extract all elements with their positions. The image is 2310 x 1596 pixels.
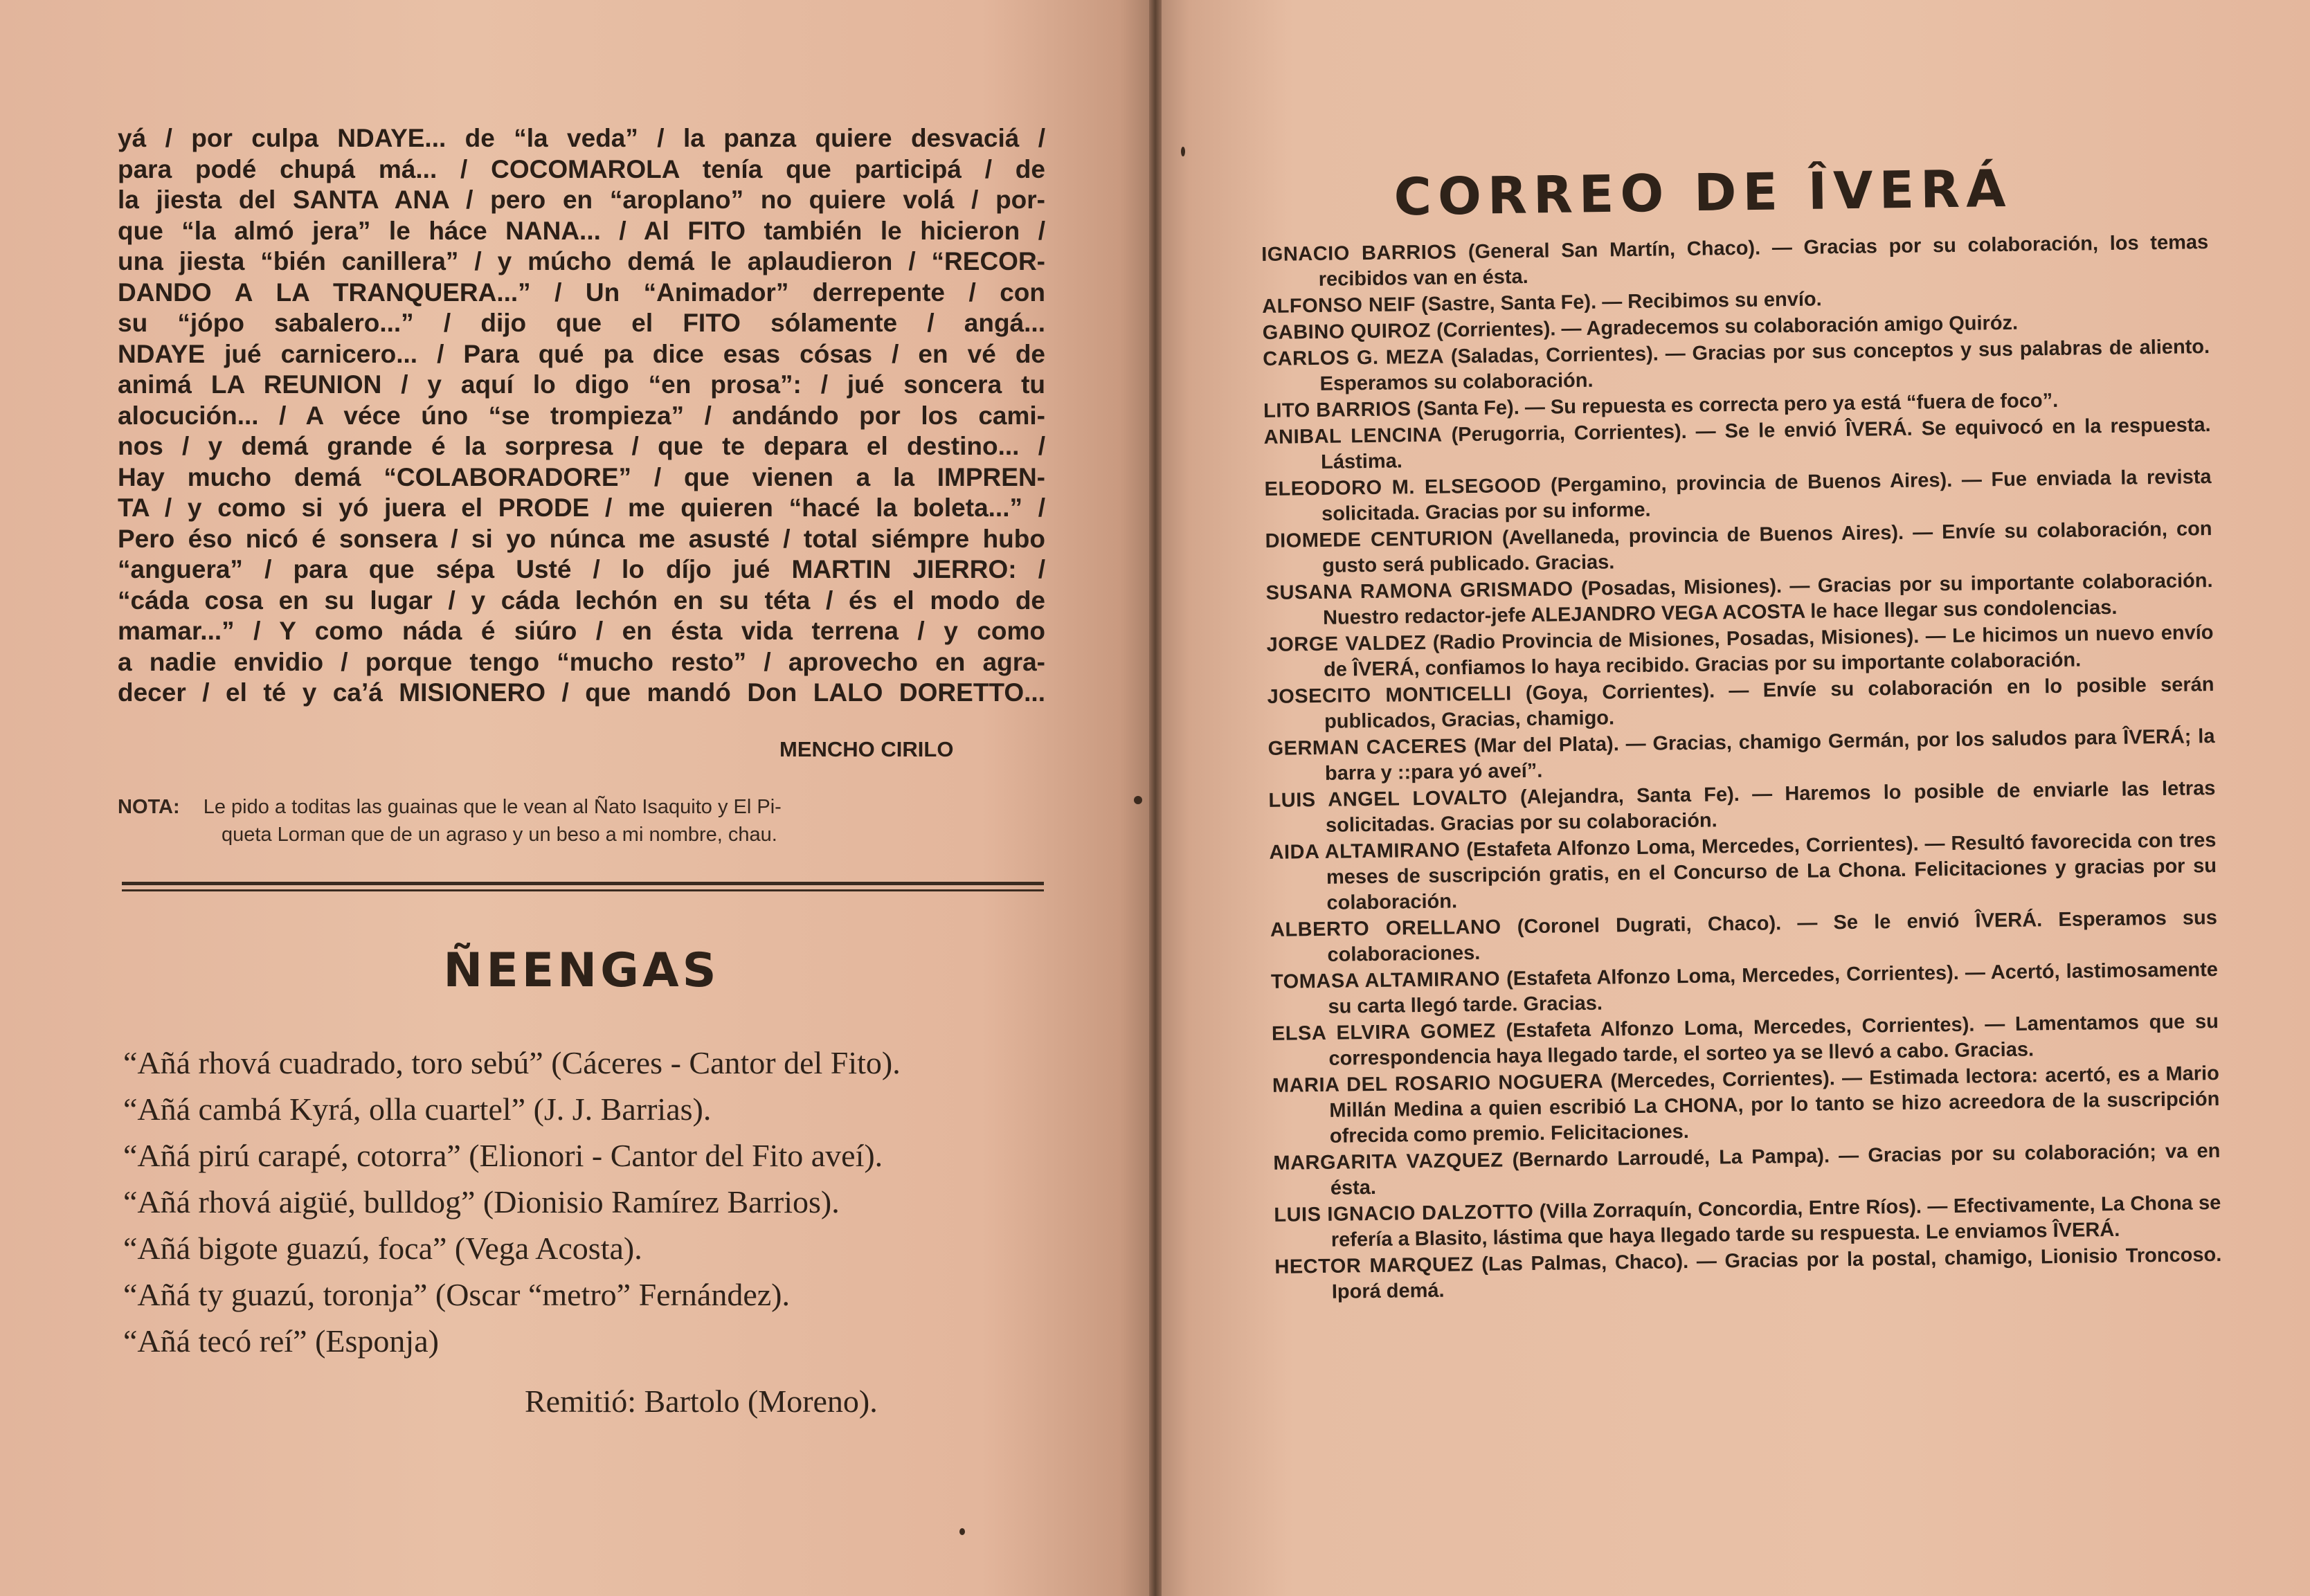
- correo-entry-name: CARLOS G. MEZA: [1263, 345, 1445, 370]
- poem-line: decer / el té y ca’á MISIONERO / que mandó Don LALO DORETTO...: [118, 678, 1045, 707]
- correo-entry-text: (Estafeta Alfonzo Loma, Mercedes, Corrientes). — Resultó favorecida con tres meses de suscripción gratis, en el Concurso de La Chona. Felicitaciones y gracias por su colaboración.: [1326, 829, 2217, 914]
- correo-entry-text: (Mercedes, Corrientes). — Estimada lectora: acertó, es a Mario Millán Medina a quien escribió La CHONA, por lo tanto se hizo acreedora de la suscripción ofrecida como premio. Felicitaciones.: [1329, 1062, 2220, 1148]
- correo-entry-name: JORGE VALDEZ: [1266, 631, 1427, 656]
- correo-entry-text: (General San Martín, Chaco). — Gracias por su colaboración, los temas recibidos van en ésta.: [1318, 231, 2209, 291]
- nota-label: NOTA:: [118, 796, 180, 818]
- correo-entry-text: (Alejandra, Santa Fe). — Haremos lo posible de enviarle las letras solicitadas. Gracias por su colaboración.: [1325, 777, 2216, 837]
- correo-entry-name: LUIS ANGEL LOVALTO: [1268, 786, 1508, 812]
- neengas-item: “Añá cambá Kyrá, olla cuartel” (J. J. Barrias).: [123, 1091, 712, 1127]
- poem-line: alocución... / A véce úno “se trompieza” / andándo por los cami-: [118, 401, 1045, 430]
- correo-entry-text: (Mar del Plata). — Gracias, chamigo Germán, por los saludos para ÎVERÁ; la barra y ::para yó aveí”.: [1324, 725, 2215, 785]
- correo-entry-text: (Perugorria, Corrientes). — Se le envió ÎVERÁ. Se equivocó en la respuesta. Lástima.: [1320, 414, 2211, 473]
- correo-entry: [1269, 828, 2217, 917]
- correo-entry-text: (Bernardo Larroudé, La Pampa). — Gracias por su colaboración; va en ésta.: [1330, 1139, 2221, 1199]
- poem-line: que “la almó jera” le háce NANA... / Al FITO también le hicieron /: [118, 216, 1045, 245]
- poem-line: “anguera” / para que sépa Usté / lo díjo jué MARTIN JIERRO: /: [118, 555, 1045, 583]
- correo-entry-text: (Corrientes). — Agradecemos su colaboración amigo Quiróz.: [1430, 311, 2019, 342]
- poem-line: DANDO A LA TRANQUERA...” / Un “Animador” derrepente / con: [118, 278, 1045, 307]
- poem-line: mamar...” / Y como náda é siúro / en ésta vida terrena / y como: [118, 617, 1045, 645]
- neengas-title: ÑEENGAS: [443, 943, 720, 998]
- correo-entry-name: MARGARITA VAZQUEZ: [1273, 1149, 1504, 1175]
- correo-entry-text: (Coronel Dugrati, Chaco). — Se le envió ÎVERÁ. Esperamos sus colaboraciones.: [1327, 907, 2218, 966]
- poem-line: TA / y como si yó juera el PRODE / me quieren “hacé la boleta...” /: [118, 493, 1045, 522]
- poem-line: para podé chupá má... / COCOMAROLA tenía que participá / de: [118, 154, 1045, 183]
- correo-entry-text: (Estafeta Alfonzo Loma, Mercedes, Corrientes). — Lamentamos que su correspondencia haya llegado tarde, el sorteo ya se llevó a cabo. Gracias.: [1328, 1010, 2219, 1070]
- nota-block: [118, 793, 1045, 849]
- correo-entry-text: (Sastre, Santa Fe). — Recibimos su envío.: [1415, 288, 1822, 316]
- correo-entry-name: GABINO QUIROZ: [1262, 319, 1432, 344]
- correo-entry-text: (Radio Provincia de Misiones, Posadas, Misiones). — Le hicimos un nuevo envío de ÎVERÁ, confiamos lo haya recibido. Gracias por su importante colaboración.: [1323, 622, 2214, 681]
- neengas-item: “Añá ty guazú, toronja” (Oscar “metro” Fernández).: [123, 1277, 790, 1312]
- poem-line: Pero éso nicó é sonsera / si yo núnca me asusté / total siémpre hubo: [118, 524, 1045, 553]
- correo-entry-name: JOSECITO MONTICELLI: [1267, 682, 1512, 708]
- poem-line: una jiesta “bién canillera” / y múcho demá le aplaudieron / “RECOR-: [118, 247, 1045, 275]
- neengas-item: “Añá pirú carapé, cotorra” (Elionori - Cantor del Fito aveí).: [123, 1138, 883, 1173]
- correo-entry-name: LITO BARRIOS: [1263, 398, 1411, 422]
- correo-entry-name: ANIBAL LENCINA: [1263, 424, 1443, 448]
- correo-entry-text: (Goya, Corrientes). — Envíe su colaboración en lo posible serán publicados, Gracias, chamigo.: [1324, 673, 2214, 733]
- correo-entry: [1272, 1061, 2220, 1150]
- correo-entry-text: (Pergamino, provincia de Buenos Aires). — Fue enviada la revista solicitada. Gracias por su informe.: [1321, 466, 2212, 525]
- correo-entry-name: SUSANA RAMONA GRISMADO: [1265, 578, 1573, 604]
- correo-entry-text: (Avellaneda, provincia de Buenos Aires). — Envíe su colaboración, con gusto será publicado. Gracias.: [1321, 518, 2212, 577]
- poem-line: a nadie envidio / porque tengo “mucho resto” / aprovecho en agra-: [118, 647, 1045, 676]
- paper-speck: [1134, 796, 1142, 804]
- remitio-line: Remitió: Bartolo (Moreno).: [525, 1384, 878, 1419]
- nota-line-2: queta Lorman que de un agraso y un beso a mi nombre, chau.: [222, 824, 777, 846]
- poem-signature: MENCHO CIRILO: [779, 737, 954, 761]
- correo-entry-text: (Saladas, Corrientes). — Gracias por sus conceptos y sus palabras de aliento. Esperamos su colaboración.: [1319, 336, 2210, 395]
- neengas-item: “Añá tecó reí” (Esponja): [123, 1323, 439, 1359]
- poem-line: animá LA REUNION / y aquí lo digo “en prosa”: / jué soncera tu: [118, 370, 1045, 399]
- correo-entry-text: (Villa Zorraquín, Concordia, Entre Ríos). — Efectivamente, La Chona se refería a Blasito, lástima que haya llegado tarde su respuesta. Le enviamos ÎVERÁ.: [1330, 1191, 2221, 1251]
- neengas-item: “Añá rhová aigüé, bulldog” (Dionisio Ramírez Barrios).: [123, 1184, 840, 1219]
- poem-line: Hay mucho demá “COLABORADORE” / que vienen a la IMPREN-: [118, 462, 1045, 491]
- correo-entry-name: GERMAN CACERES: [1267, 735, 1468, 760]
- neengas-list: [123, 1040, 1065, 1364]
- poem-line: su “jópo sabalero...” / dijo que el FITO sólamente / angá...: [118, 309, 1045, 337]
- poem-text: [118, 123, 1045, 709]
- book-spine: [1149, 0, 1162, 1596]
- neengas-item: “Añá bigote guazú, foca” (Vega Acosta).: [123, 1231, 642, 1266]
- correo-entry-name: ELEODORO M. ELSEGOOD: [1264, 474, 1542, 500]
- correo-entry-name: ALFONSO NEIF: [1262, 293, 1416, 318]
- correo-entries: [1261, 230, 2222, 1307]
- poem-line: “cáda cosa en su lugar / y cáda lechón en su téta / és el modo de: [118, 586, 1045, 615]
- correo-entry-text: (Posadas, Misiones). — Gracias por su importante colaboración. Nuestro redactor-jefe ALEJANDRO VEGA ACOSTA le hace llegar sus condolencias.: [1322, 570, 2213, 629]
- correo-entry-text: (Santa Fe). — Su repuesta es correcta pero ya está “fuera de foco”.: [1411, 389, 2059, 421]
- paper-speck: [959, 1528, 965, 1535]
- nota-line-1: Le pido a toditas las guainas que le vean al Ñato Isaquito y El Pi-: [203, 796, 782, 818]
- section-divider: [122, 882, 1044, 891]
- poem-line: yá / por culpa NDAYE... de “la veda” / la panza quiere desvaciá /: [118, 124, 1045, 152]
- correo-entry-name: IGNACIO BARRIOS: [1261, 241, 1457, 266]
- correo-entry-name: AIDA ALTAMIRANO: [1269, 839, 1461, 864]
- poem-line: nos / y demá grande é la sorpresa / que te depara el destino... /: [118, 432, 1045, 460]
- correo-entry-name: DIOMEDE CENTURION: [1265, 527, 1494, 552]
- correo-entry-name: TOMASA ALTAMIRANO: [1270, 968, 1501, 993]
- correo-entry-name: ALBERTO ORELLANO: [1270, 916, 1501, 941]
- correo-entry-name: MARIA DEL ROSARIO NOGUERA: [1272, 1070, 1604, 1097]
- paper-speck: [1181, 147, 1185, 156]
- neengas-item: “Añá rhová cuadrado, toro sebú” (Cáceres - Cantor del Fito).: [123, 1045, 901, 1080]
- correo-entry-name: ELSA ELVIRA GOMEZ: [1271, 1019, 1496, 1045]
- correo-entry-name: LUIS IGNACIO DALZOTTO: [1274, 1200, 1534, 1226]
- correo-entry-text: (Estafeta Alfonzo Loma, Mercedes, Corrientes). — Acertó, lastimosamente su carta llegó tarde. Gracias.: [1328, 959, 2219, 1018]
- correo-entry-name: HECTOR MARQUEZ: [1274, 1253, 1474, 1278]
- correo-entry-text: (Las Palmas, Chaco). — Gracias por la postal, chamigo, Lionisio Troncoso. Iporá demá.: [1331, 1243, 2222, 1303]
- correo-title: CORREO DE ÎVERÁ: [1393, 158, 2012, 228]
- poem-line: la jiesta del SANTA ANA / pero en “aroplano” no quiere volá / por-: [118, 185, 1045, 214]
- poem-line: NDAYE jué carnicero... / Para qué pa dice esas cósas / en vé de: [118, 339, 1045, 368]
